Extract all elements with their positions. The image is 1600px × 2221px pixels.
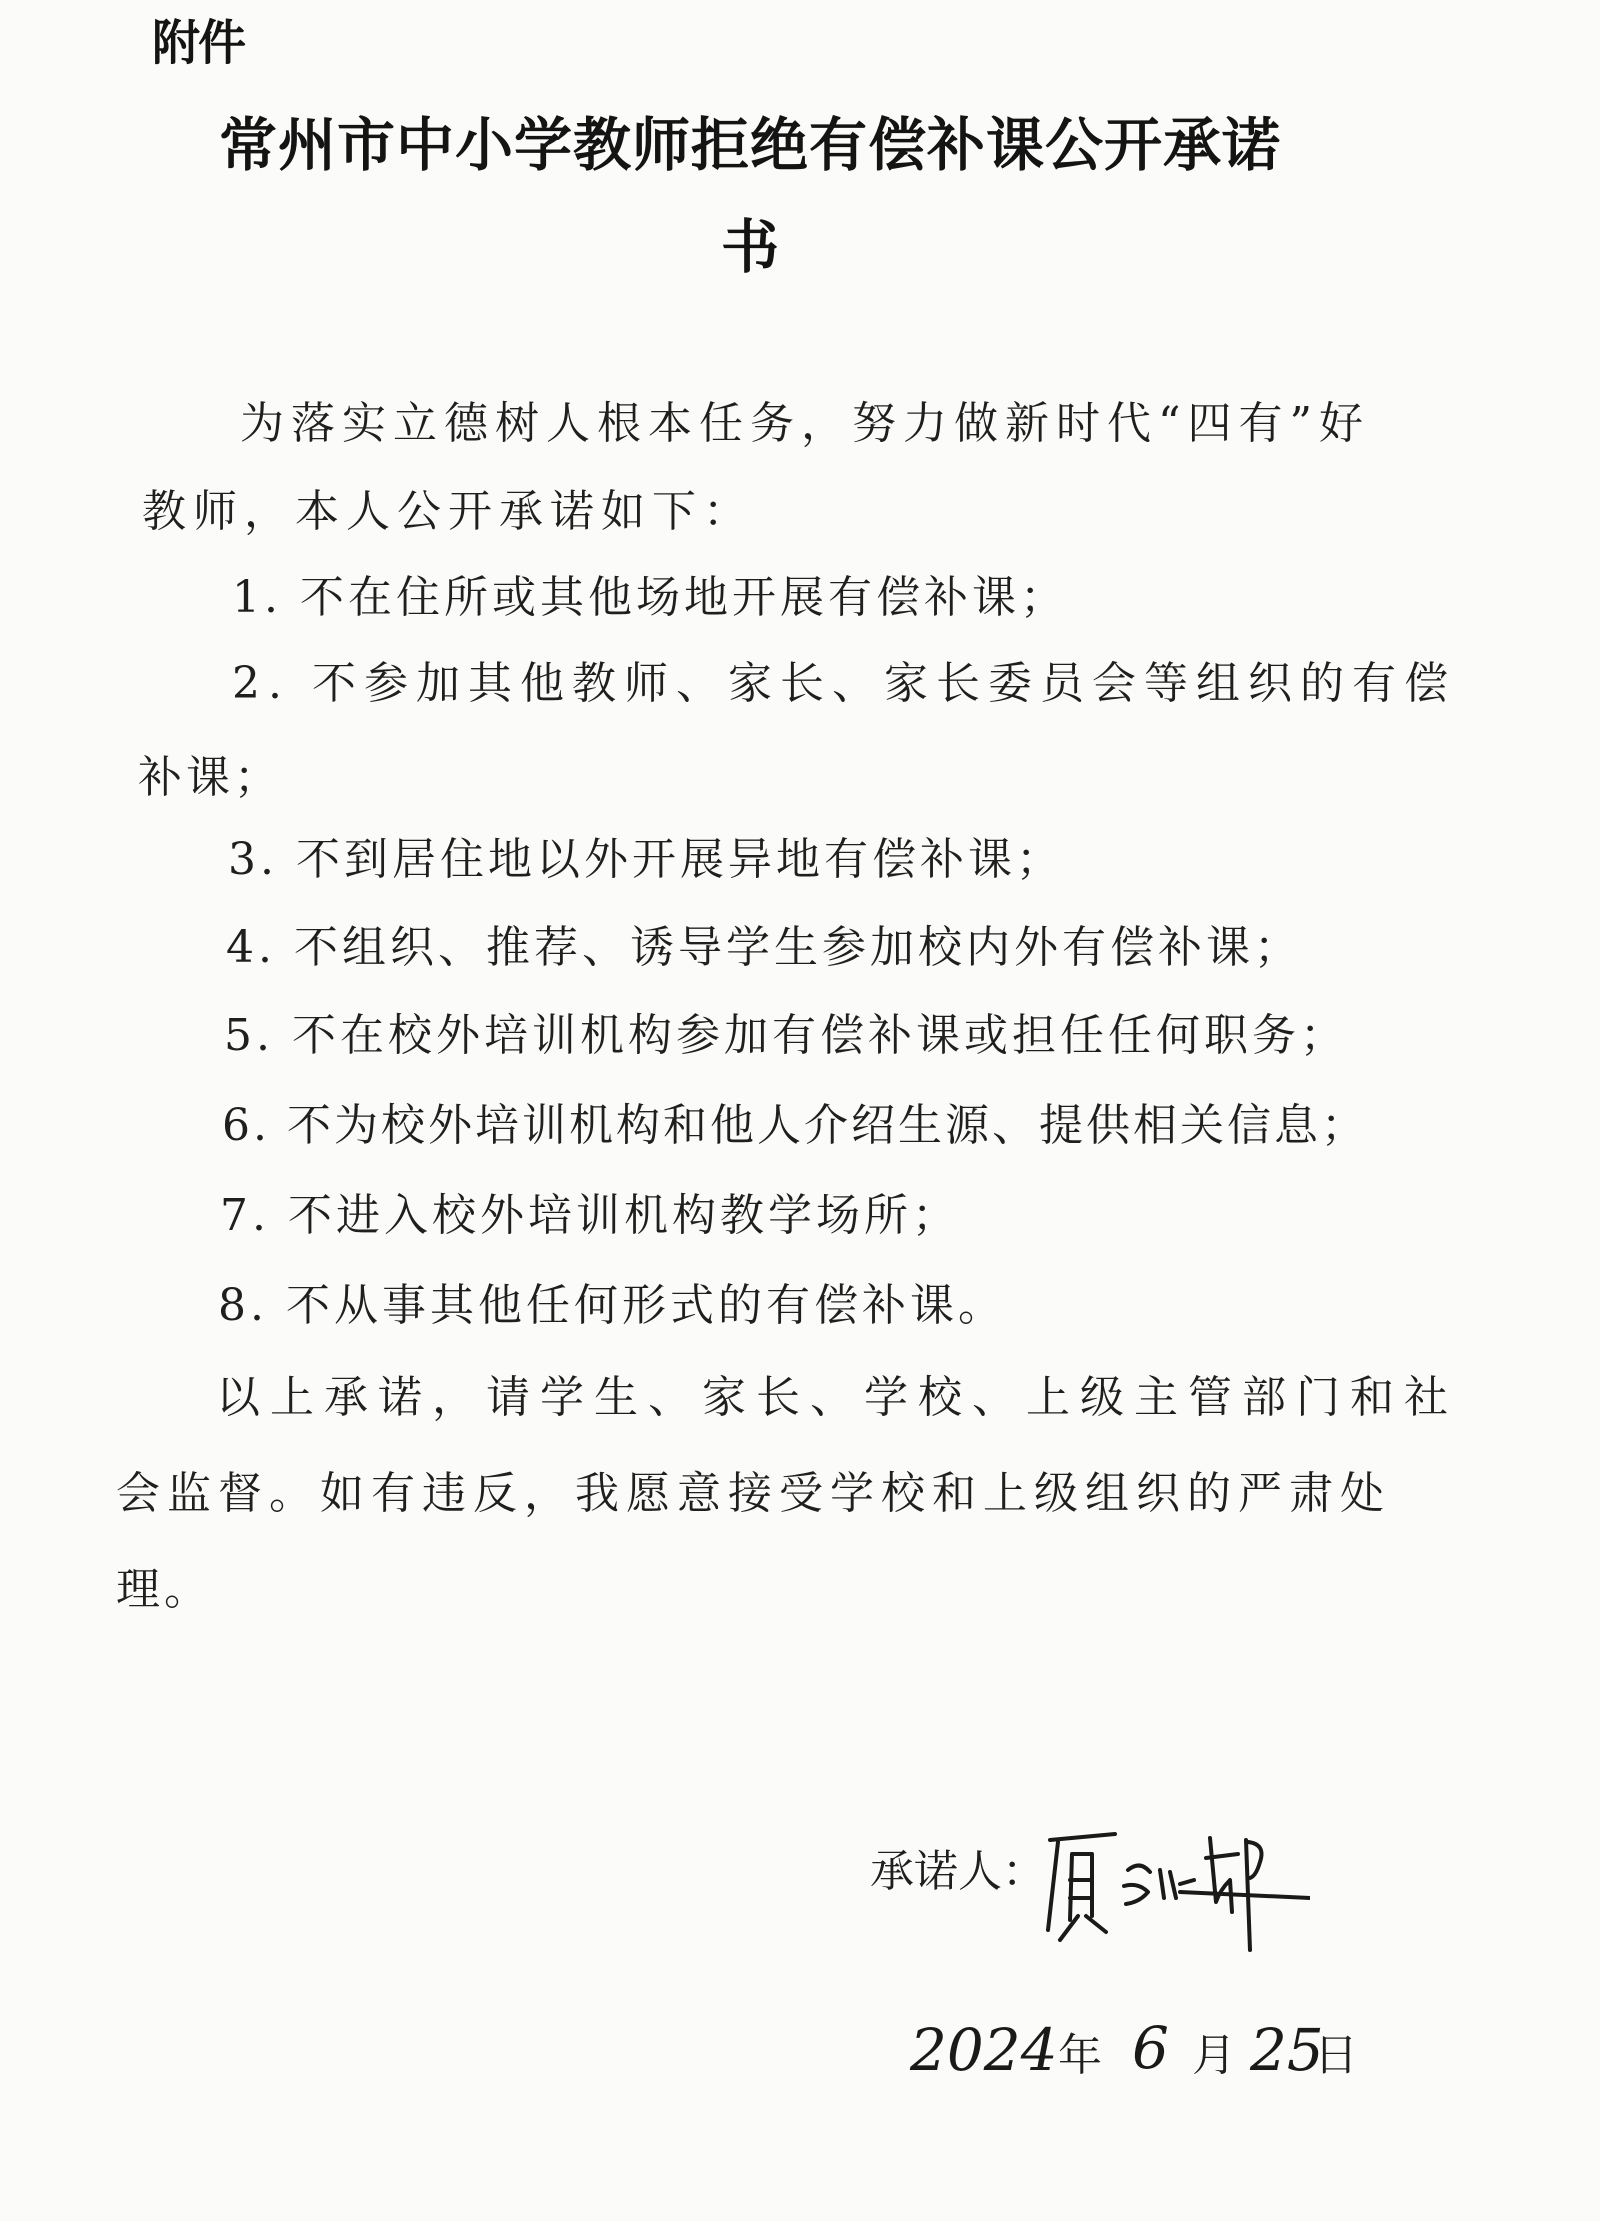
signature-block — [870, 1820, 1310, 1970]
closing-paragraph-line-2: 会监督。如有违反，我愿意接受学校和上级组织的严肃处 — [116, 1468, 1391, 1519]
date-day: 25 — [1250, 2016, 1324, 2084]
pledge-item-7: 7. 不进入校外培训机构教学场所； — [220, 1190, 960, 1241]
date-month-unit: 月 — [1192, 2030, 1236, 2081]
attachment-label: 附件 — [152, 15, 245, 71]
date-block — [910, 2010, 1360, 2100]
date-day-unit: 日 — [1314, 2030, 1358, 2081]
pledge-item-4: 4. 不组织、推荐、诱导学生参加校内外有偿补课； — [226, 922, 1302, 973]
signature-label: 承诺人： — [870, 1846, 1046, 1897]
handwritten-signature — [1020, 1820, 1310, 1970]
pledge-item-2-line-2: 补课； — [138, 752, 282, 803]
pledge-item-5: 5. 不在校外培训机构参加有偿补课或担任任何职务； — [224, 1010, 1348, 1061]
closing-paragraph-line-3: 理。 — [116, 1564, 212, 1615]
closing-paragraph-line-1: 以上承诺，请学生、家长、学校、上级主管部门和社 — [216, 1372, 1458, 1423]
date-year-unit: 年 — [1058, 2030, 1102, 2081]
intro-paragraph-line-1: 为落实立德树人根本任务，努力做新时代“四有”好 — [240, 398, 1370, 449]
document-title-line-1: 常州市中小学教师拒绝有偿补课公开承诺 — [218, 111, 1281, 179]
intro-paragraph-line-2: 教师，本人公开承诺如下： — [142, 486, 754, 537]
pledge-item-6: 6. 不为校外培训机构和他人介绍生源、提供相关信息； — [222, 1100, 1368, 1151]
pledge-item-1: 1. 不在住所或其他场地开展有偿补课； — [232, 572, 1068, 623]
pledge-item-3: 3. 不到居住地以外开展异地有偿补课； — [228, 834, 1064, 885]
date-year: 2024 — [910, 2016, 1058, 2084]
document-title-line-2: 书 — [720, 213, 779, 281]
pledge-item-2-line-1: 2. 不参加其他教师、家长、家长委员会等组织的有偿 — [232, 658, 1456, 709]
date-month: 6 — [1132, 2014, 1169, 2082]
pledge-item-8: 8. 不从事其他任何形式的有偿补课。 — [218, 1280, 1006, 1331]
